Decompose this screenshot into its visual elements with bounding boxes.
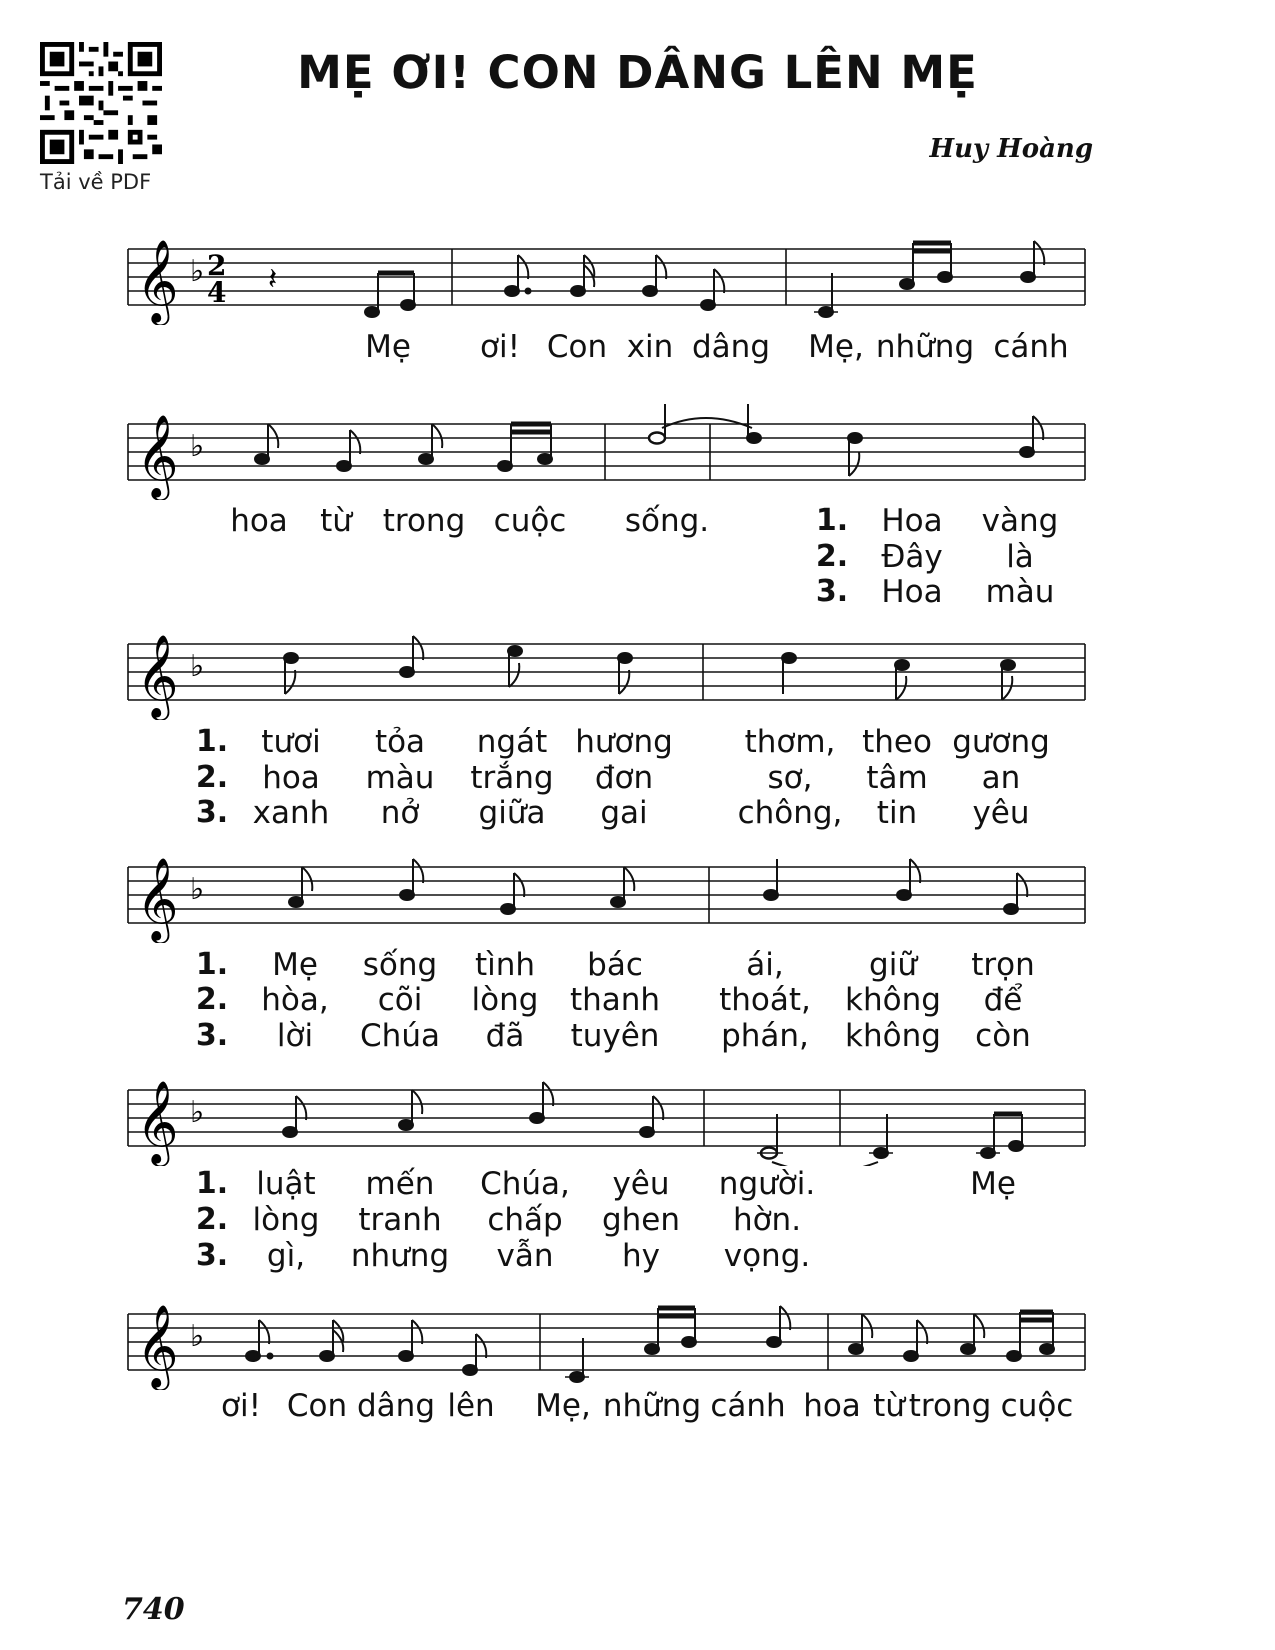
lyric-syllable: chấp (487, 1202, 563, 1238)
lyric-syllable: hoa (803, 1388, 861, 1424)
note (1001, 660, 1015, 670)
lyric-syllable: nhưng (350, 1238, 450, 1274)
lyric-syllable: nở (380, 795, 420, 831)
lyric-syllable: màu (985, 574, 1055, 610)
note (399, 1120, 413, 1130)
lyric-syllable: sống. (624, 503, 710, 539)
lyric-syllable: luật (256, 1166, 316, 1202)
lyric-syllable: những (602, 1388, 702, 1424)
lyric-syllable: Chúa, (480, 1166, 570, 1202)
lyric-syllable: từ (873, 1388, 905, 1424)
note (682, 1337, 696, 1347)
page-number: 740 (122, 1592, 185, 1627)
music-system-6 (0, 1290, 1275, 1450)
lyric-syllable: tỏa (374, 724, 426, 760)
note (283, 1127, 297, 1137)
lyric-syllable: trong (382, 503, 466, 539)
lyric-syllable: từ (320, 503, 352, 539)
lyric-syllable: Mẹ, (535, 1388, 591, 1424)
lyric-syllable: dâng (357, 1388, 435, 1424)
note (284, 653, 298, 663)
flat-icon: ♭ (190, 649, 205, 684)
verse-number: 3. (195, 795, 229, 830)
lyric-syllable: những (875, 329, 975, 365)
lyric-syllable: sống (362, 947, 438, 983)
note (498, 461, 512, 471)
lyric-syllable: ái, (746, 947, 784, 983)
lyric-syllable: mến (365, 1166, 435, 1202)
composer-name: Huy Hoàng (929, 134, 1093, 164)
flat-icon: ♭ (190, 1319, 205, 1354)
lyric-syllable: chông, (737, 795, 843, 831)
lyric-syllable: lòng (471, 982, 539, 1018)
verse-number: 1. (195, 1166, 229, 1201)
lyric-syllable: Đây (881, 539, 943, 575)
lyric-syllable: lòng (252, 1202, 320, 1238)
treble-clef-icon: 𝄞 (136, 1079, 179, 1163)
lyric-syllable: ơi! (479, 329, 521, 365)
flat-icon: ♭ (190, 254, 205, 289)
lyric-syllable: yêu (612, 1166, 670, 1202)
note (747, 433, 761, 443)
lyric-syllable: vẫn (496, 1238, 554, 1274)
lyric-syllable: thoát, (719, 982, 811, 1018)
lyric-syllable: an (981, 760, 1021, 796)
time-signature-bottom: 4 (207, 276, 227, 309)
lyric-syllable: gương (952, 724, 1050, 760)
staff (0, 1290, 1275, 1390)
lyric-syllable: Con (286, 1388, 348, 1424)
note (505, 286, 519, 296)
note (938, 272, 952, 282)
lyric-syllable: theo (862, 724, 932, 760)
staff (0, 1066, 1275, 1166)
lyric-syllable: người. (718, 1166, 816, 1202)
lyric-syllable: yêu (972, 795, 1030, 831)
verse-number: 2. (195, 760, 229, 795)
verse-number: 3. (195, 1018, 229, 1053)
lyric-syllable: lên (447, 1388, 495, 1424)
note (246, 1351, 260, 1361)
verse-number: 2. (195, 1202, 229, 1237)
lyric-syllable: Hoa (881, 574, 943, 610)
lyric-syllable: ghen (601, 1202, 681, 1238)
lyric-syllable: sơ, (767, 760, 813, 796)
note (701, 300, 715, 310)
lyric-syllable: ơi! (220, 1388, 262, 1424)
lyric-syllable: không (845, 1018, 941, 1054)
staff (0, 400, 1275, 500)
lyric-syllable: Mẹ (365, 329, 411, 365)
note (463, 1365, 477, 1375)
music-system-3 (0, 620, 1275, 835)
music-system-2 (0, 400, 1275, 610)
staff (0, 620, 1275, 720)
lyric-syllable: hoa (230, 503, 288, 539)
lyric-syllable: hy (622, 1238, 660, 1274)
lyric-syllable: trọn (971, 947, 1035, 983)
lyric-syllable: cánh (710, 1388, 786, 1424)
lyric-syllable: gì, (266, 1238, 306, 1274)
lyric-syllable: Hoa (881, 503, 943, 539)
lyric-syllable: tuyên (570, 1018, 660, 1054)
download-pdf-label[interactable]: Tải về PDF (40, 170, 152, 194)
note (337, 461, 351, 471)
note (611, 897, 625, 907)
note (419, 454, 433, 464)
lyric-syllable: phán, (721, 1018, 809, 1054)
note (897, 890, 911, 900)
note (508, 646, 522, 656)
lyric-syllable: trong (908, 1388, 992, 1424)
note (848, 433, 862, 443)
time-signature-top: 2 (207, 249, 227, 282)
verse-number: 1. (195, 724, 229, 759)
lyric-syllable: tin (876, 795, 918, 831)
verse-number: 3. (815, 574, 849, 609)
flat-icon: ♭ (190, 872, 205, 907)
lyric-syllable: hương (575, 724, 673, 760)
lyric-syllable: hòa, (261, 982, 329, 1018)
note (649, 433, 665, 444)
lyric-syllable: bác (587, 947, 643, 983)
note (645, 1344, 659, 1354)
lyric-syllable: tươi (261, 724, 321, 760)
flat-icon: ♭ (190, 1095, 205, 1130)
note (895, 660, 909, 670)
lyric-syllable: vọng. (723, 1238, 811, 1274)
music-system-5 (0, 1066, 1275, 1281)
lyric-syllable: ngát (476, 724, 548, 760)
music-system-4 (0, 843, 1275, 1058)
note (640, 1127, 654, 1137)
lyric-syllable: xanh (252, 795, 330, 831)
note (400, 667, 414, 677)
lyric-syllable: đơn (594, 760, 654, 796)
quarter-rest-icon: 𝄽 (268, 262, 278, 297)
note (255, 454, 269, 464)
lyric-syllable: cánh (993, 329, 1069, 365)
staff (0, 843, 1275, 943)
note (764, 890, 778, 900)
lyric-syllable: trắng (470, 760, 554, 796)
lyric-syllable: Con (546, 329, 608, 365)
music-system-1 (0, 225, 1275, 375)
lyric-syllable: Mẹ, (808, 329, 864, 365)
lyric-syllable: lời (276, 1018, 314, 1054)
lyric-syllable: tình (474, 947, 536, 983)
note (900, 279, 914, 289)
staff (0, 225, 1275, 325)
verse-number: 2. (815, 539, 849, 574)
note (849, 1344, 863, 1354)
note (1020, 447, 1034, 457)
song-title: MẸ ƠI! CON DÂNG LÊN MẸ (297, 46, 978, 99)
treble-clef-icon: 𝄞 (136, 856, 179, 940)
lyric-syllable: màu (365, 760, 435, 796)
lyric-syllable: thơm, (744, 724, 836, 760)
lyric-syllable: hờn. (732, 1202, 802, 1238)
lyric-syllable: giữ (869, 947, 917, 983)
lyric-syllable: vàng (981, 503, 1059, 539)
lyric-syllable: còn (975, 1018, 1031, 1054)
note (643, 286, 657, 296)
lyric-syllable: thanh (569, 982, 661, 1018)
lyric-syllable: Mẹ (272, 947, 318, 983)
lyric-syllable: xin (626, 329, 674, 365)
lyric-syllable: Mẹ (970, 1166, 1016, 1202)
lyric-syllable: hoa (262, 760, 320, 796)
note (782, 653, 796, 663)
note (538, 454, 552, 464)
flat-icon: ♭ (190, 429, 205, 464)
note (1007, 1351, 1021, 1361)
note (571, 286, 585, 296)
note (289, 897, 303, 907)
lyric-syllable: là (1006, 539, 1034, 575)
lyric-syllable: gai (600, 795, 648, 831)
lyric-syllable: giữa (478, 795, 546, 831)
verse-number: 1. (195, 947, 229, 982)
note (401, 300, 415, 310)
lyric-syllable: tâm (866, 760, 928, 796)
treble-clef-icon: 𝄞 (136, 238, 179, 322)
note (400, 890, 414, 900)
note (1040, 1344, 1054, 1354)
verse-number: 1. (815, 503, 849, 538)
note (365, 307, 379, 317)
note (1004, 904, 1018, 914)
note (1009, 1141, 1023, 1151)
note (501, 904, 515, 914)
lyric-syllable: cuộc (493, 503, 567, 539)
treble-clef-icon: 𝄞 (136, 413, 179, 497)
treble-clef-icon: 𝄞 (136, 633, 179, 717)
note (767, 1337, 781, 1347)
verse-number: 3. (195, 1238, 229, 1273)
lyric-syllable: để (983, 982, 1023, 1018)
note (618, 653, 632, 663)
note (961, 1344, 975, 1354)
note (320, 1351, 334, 1361)
lyric-syllable: cõi (377, 982, 423, 1018)
note (530, 1113, 544, 1123)
note (399, 1351, 413, 1361)
verse-number: 2. (195, 982, 229, 1017)
lyric-syllable: dâng (692, 329, 770, 365)
lyric-syllable: tranh (358, 1202, 442, 1238)
lyric-syllable: đã (485, 1018, 525, 1054)
lyric-syllable: không (845, 982, 941, 1018)
note (1021, 272, 1035, 282)
treble-clef-icon: 𝄞 (136, 1303, 179, 1387)
note (904, 1351, 918, 1361)
lyric-syllable: cuộc (1000, 1388, 1074, 1424)
lyric-syllable: Chúa (360, 1018, 440, 1054)
